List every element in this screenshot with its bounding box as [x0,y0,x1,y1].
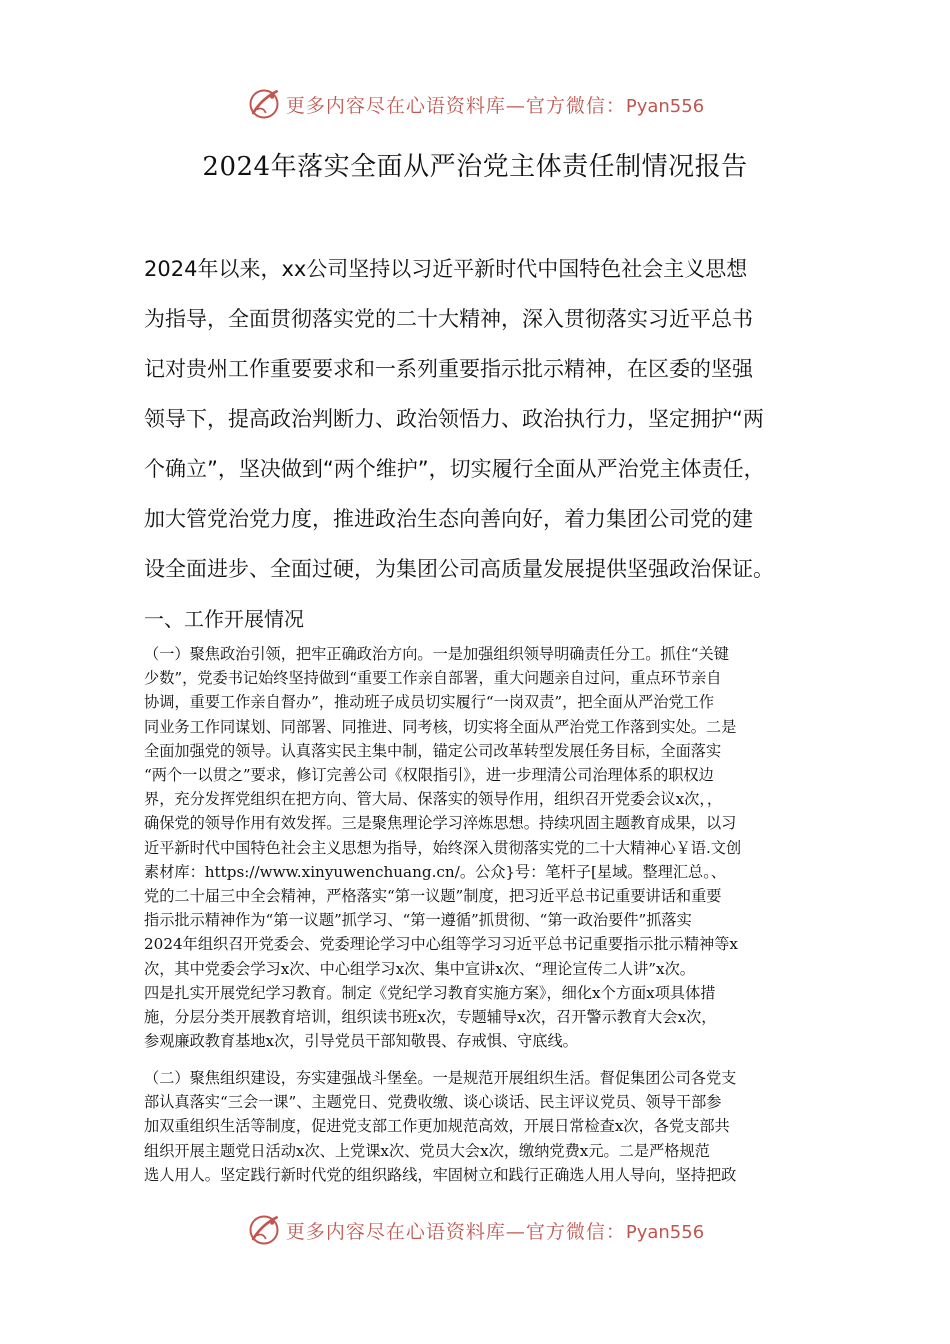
paragraph-line: 少数”，党委书记始终坚持做到“重要工作亲自部署，重大问题亲自过问，重点环节亲自 [144,669,722,688]
paragraph-line: 全面加强党的领导。认真落实民主集中制，锚定公司改革转型发展任务目标，全面落实 [144,741,722,760]
watermark-label: 更多内容尽在心语资料库—官方微信： [285,94,626,117]
paragraph-line: 近平新时代中国特色社会主义思想为指导，始终深入贯彻落实党的二十大精神心￥语.文创 [144,838,742,857]
intro-paragraph [144,244,814,594]
brush-logo-icon [246,86,282,122]
paragraph-political-guidance [144,642,814,1053]
intro-line: 加大管党治党力度，推进政治生态向善向好，着力集团公司党的建 [144,507,753,531]
watermark-text [286,1217,704,1244]
paragraph-line: 参观廉政教育基地x次，引导党员干部知敬畏、存戒惧、守底线。 [144,1032,578,1051]
paragraph-line: 加双重组织生活等制度，促进党支部工作更加规范高效，开展日常检查x次，各党支部共 [144,1117,730,1136]
paragraph-line: （一）聚焦政治引领，把牢正确政治方向。一是加强组织领导明确责任分工。抓住“关键 [144,645,729,663]
paragraph-line: 2024年组织召开党委会、党委理论学习中心组等学习习近平总书记重要指示批示精神等x [144,935,738,954]
paragraph-line: 党的二十届三中全会精神，严格落实“第一议题”制度，把习近平总书记重要讲话和重要 [144,887,722,906]
watermark-text [286,91,704,118]
watermark-banner-top [0,82,950,126]
document-title: 2024年落实全面从严治党主体责任制情况报告 [202,152,748,182]
paragraph-line: 素材库：https://www.xinyuwenchuang.cn/。公众}号：笔杆子[星域。整理汇总。、 [144,862,726,881]
intro-line: 2024年以来，xx公司坚持以习近平新时代中国特色社会主义思想 [144,257,748,281]
paragraph-line: 选人用人。坚定践行新时代党的组织路线，牢固树立和践行正确选人用人导向，坚持把政 [144,1165,737,1184]
intro-line: 领导下，提高政治判断力、政治领悟力、政治执行力，坚定拥护“两 [144,407,764,431]
paragraph-line: 施，分层分类开展教育培训，组织读书班x次，专题辅导x次，召开警示教育大会x次， [144,1008,717,1027]
intro-line: 记对贵州工作重要要求和一系列重要指示批示精神，在区委的坚强 [144,357,753,381]
paragraph-line: 四是扎实开展党纪学习教育。制定《党纪学习教育实施方案》，细化x个方面x项具体措 [144,983,716,1002]
watermark-label: 更多内容尽在心语资料库—官方微信： [285,1220,626,1243]
paragraph-line: 界，充分发挥党组织在把方向、管大局、保落实的领导作用，组织召开党委会议x次，， [144,790,723,809]
section-heading: 一、工作开展情况 [144,607,304,631]
intro-line: 设全面进步、全面过硬，为集团公司高质量发展提供坚强政治保证。 [144,557,774,581]
paragraph-line: 协调，重要工作亲自督办”，推动班子成员切实履行“一岗双责”，把全面从严治党工作 [144,693,715,712]
intro-line: 为指导，全面贯彻落实党的二十大精神，深入贯彻落实习近平总书 [144,307,753,331]
brush-logo-icon [246,1212,282,1248]
paragraph-line: 同业务工作同谋划、同部署、同推进、同考核，切实将全面从严治党工作落到实处。二是 [144,717,737,736]
paragraph-line: 确保党的领导作用有效发挥。三是聚焦理论学习淬炼思想。持续巩固主题教育成果，以习 [144,814,737,833]
watermark-banner-bottom [0,1208,950,1252]
watermark-wechat-id: Pyan556 [625,1221,705,1243]
paragraph-line: 部认真落实“三会一课”、主题党日、党费收缴、谈心谈话、民主评议党员、领导干部参 [144,1093,722,1112]
paragraph-line: 组织开展主题党日活动x次、上党课x次、党员大会x次，缴纳党费x元。二是严格规范 [144,1141,710,1160]
watermark-wechat-id: Pyan556 [625,95,705,117]
paragraph-line: 次，其中党委会学习x次、中心组学习x次、集中宣讲x次、“理论宣传二人讲”x次。 [144,959,695,978]
intro-line: 个确立”，坚决做到“两个维护”，切实履行全面从严治党主体责任， [144,457,765,481]
paragraph-line: 指示批示精神作为“第一议题”抓学习、“第一遵循”抓贯彻、“第一政治要件”抓落实 [144,911,692,930]
paragraph-organization-building [144,1066,814,1187]
paragraph-line: “两个一以贯之”要求，修订完善公司《权限指引》，进一步理清公司治理体系的职权边 [144,766,714,785]
paragraph-line: （二）聚焦组织建设，夯实建强战斗堡垒。一是规范开展组织生活。督促集团公司各党支 [144,1069,737,1087]
